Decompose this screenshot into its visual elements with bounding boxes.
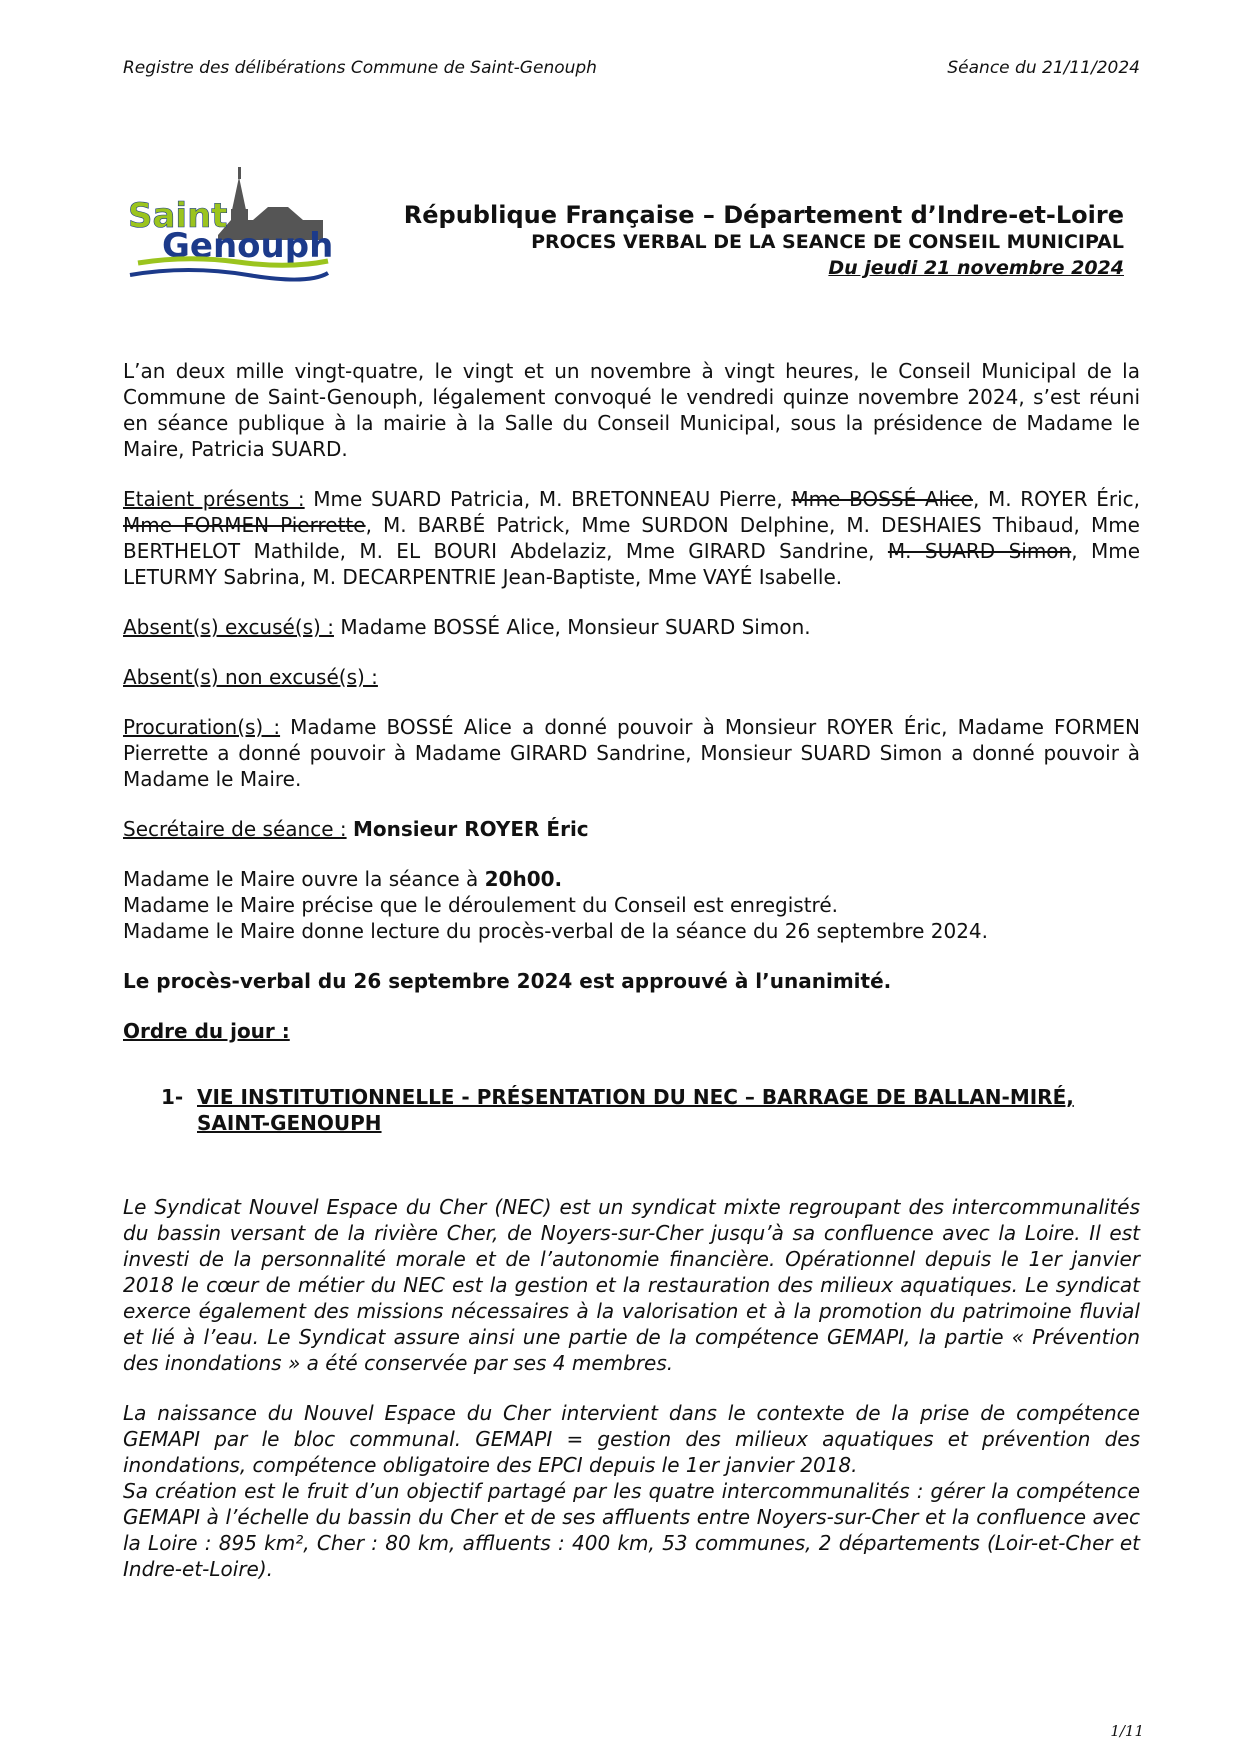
title-republic: République Française – Département d’Indre-et-Loire [403,201,1124,229]
procurations-paragraph [123,714,1140,792]
absents-excuses-text: Madame BOSSÉ Alice, Monsieur SUARD Simon. [333,615,811,639]
presents-text-3: , M. BARBÉ Patrick, Mme SURDON Delphine, M. DESHAIES Thibaud, Mme BERTHELOT Mathilde, M. EL BOURI Abdelaziz, Mme GIRARD Sandrine, [123,513,1140,563]
presents-struck-3: M. SUARD Simon [887,539,1072,563]
absents-excuses-label: Absent(s) excusé(s) : [123,615,334,639]
header-session-date: Séance du 21/11/2024 [947,58,1140,78]
title-date: Du jeudi 21 novembre 2024 [828,257,1124,279]
header-register: Registre des délibérations Commune de Saint-Genouph [123,58,597,78]
presents-text-1: Mme SUARD Patricia, M. BRETONNEAU Pierre, [304,487,792,511]
presents-struck-2: Mme FORMEN Pierrette [123,513,366,537]
absents-non-excuses-paragraph [123,664,1140,690]
section-1-number: 1- [161,1085,184,1109]
ouverture-time: 20h00. [484,867,563,891]
secretaire-name: Monsieur ROYER Éric [352,817,589,841]
logo-text-genouph: Genouph [162,226,334,266]
saint-genouph-logo [128,165,360,300]
presents-text-4: , Mme LETURMY Sabrina, M. DECARPENTRIE Jean-Baptiste, Mme VAYÉ Isabelle. [123,539,1141,589]
section-1-heading: VIE INSTITUTIONNELLE - PRÉSENTATION DU NEC – BARRAGE DE BALLAN-MIRÉ, SAINT-GENOUPH [197,1085,1074,1135]
logo-text-saint: Saint [128,196,228,236]
nec-paragraph-2: La naissance du Nouvel Espace du Cher intervient dans le contexte de la prise de compétence GEMAPI par le bloc communal. GEMAPI = gestion des milieux aquatiques et prévention des inondations, compétence obligatoire des EPCI depuis le 1er janvier 2018. [123,1401,1140,1477]
secretaire-label: Secrétaire de séance : [123,817,347,841]
document-body [123,358,1140,1606]
procurations-text: Madame BOSSÉ Alice a donné pouvoir à Monsieur ROYER Éric, Madame FORMEN Pierrette a donné pouvoir à Madame GIRARD Sandrine, Monsieur SUARD Simon a donné pouvoir à Madame le Maire. [123,715,1140,791]
title-pv: PROCES VERBAL DE LA SEANCE DE CONSEIL MUNICIPAL [531,231,1124,253]
presents-paragraph [123,486,1140,590]
secretaire-paragraph [123,816,1140,842]
page-number: 1/11 [1110,1722,1144,1740]
intro-paragraph: L’an deux mille vingt-quatre, le vingt et un novembre à vingt heures, le Conseil Municipal de la Commune de Saint-Genouph, légalement convoqué le vendredi quinze novembre 2024, s’est réuni en séance publique à la mairie à la Salle du Conseil Municipal, sous la présidence de Madame le Maire, Patricia SUARD. [123,359,1140,461]
presents-struck-1: Mme BOSSÉ Alice [791,487,973,511]
absents-excuses-paragraph [123,614,1140,640]
presents-label: Etaient présents : [123,487,305,511]
nec-paragraph-1: Le Syndicat Nouvel Espace du Cher (NEC) est un syndicat mixte regroupant des intercommunalités du bassin versant de la rivière Cher, de Noyers-sur-Cher jusqu’à sa confluence avec la Loire. Il est investi de la personnalité morale et de l’autonomie financière. Opérationnel depuis le 1er janvier 2018 le cœur de métier du NEC est la gestion et la restauration des milieux aquatiques. Le syndicat exerce également des missions nécessaires à la valorisation et à la promotion du patrimoine fluvial et lié à l’eau. Le Syndicat assure ainsi une partie de la compétence GEMAPI, la partie « Prévention des inondations » a été conservée par ses 4 membres. [123,1195,1140,1375]
section-1-title [161,1084,1140,1136]
document-title-block [404,200,1124,282]
ordre-du-jour-heading: Ordre du jour : [123,1019,290,1043]
procurations-label: Procuration(s) : [123,715,281,739]
ouverture-line-3: Madame le Maire donne lecture du procès-verbal de la séance du 26 septembre 2024. [123,919,988,943]
nec-paragraph-3: Sa création est le fruit d’un objectif partagé par les quatre intercommunalités : gérer la compétence GEMAPI à l’échelle du bassin du Cher et de ses affluents entre Noyers-sur-Cher et la confluence avec la Loire : 895 km², Cher : 80 km, affluents : 400 km, 53 communes, 2 départements (Loir-et-Cher et Indre-et-Loire). [123,1479,1140,1581]
presents-text-2: , M. ROYER Éric, [972,487,1140,511]
ouverture-line-1 [123,866,1140,892]
ouverture-text: Madame le Maire ouvre la séance à [123,867,485,891]
absents-non-excuses-label: Absent(s) non excusé(s) : [123,665,378,689]
ouverture-line-2: Madame le Maire précise que le déroulement du Conseil est enregistré. [123,893,838,917]
approbation-statement: Le procès-verbal du 26 septembre 2024 est approuvé à l’unanimité. [123,969,892,993]
